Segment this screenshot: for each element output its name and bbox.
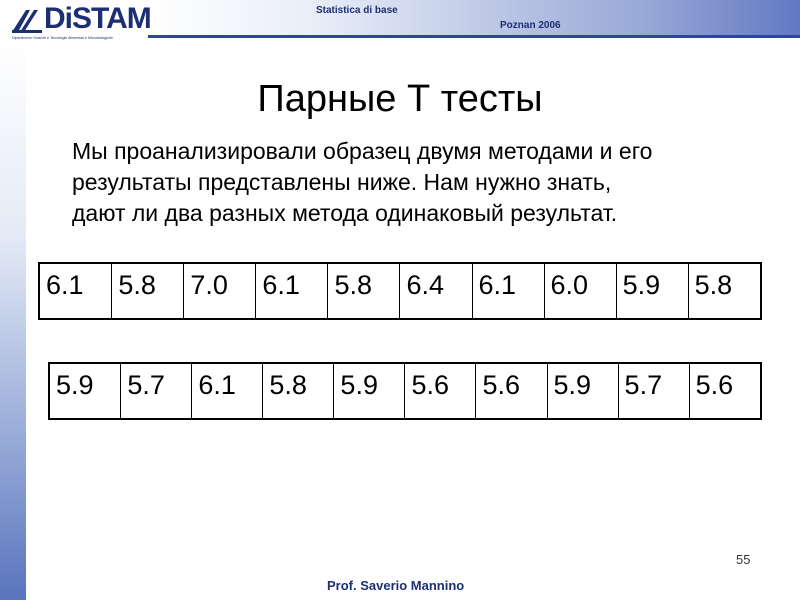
method-2-results-table xyxy=(48,362,762,420)
table-cell: 5.6 xyxy=(476,363,547,419)
footer-author: Prof. Saverio Mannino xyxy=(327,578,465,593)
logo-mark-icon xyxy=(10,6,44,34)
table-cell: 6.1 xyxy=(256,263,328,319)
table-cell: 5.8 xyxy=(112,263,184,319)
page-number: 55 xyxy=(736,552,751,567)
table-cell: 6.0 xyxy=(544,263,616,319)
table-cell: 6.1 xyxy=(472,263,544,319)
slide-body-text xyxy=(72,136,772,229)
table-cell: 5.9 xyxy=(616,263,688,319)
course-place-date: Poznan 2006 xyxy=(500,20,561,31)
table-cell: 5.6 xyxy=(689,363,761,419)
table-cell: 5.9 xyxy=(49,363,121,419)
table-cell: 6.1 xyxy=(192,363,263,419)
table-cell: 5.8 xyxy=(688,263,761,319)
body-line: результаты представлены ниже. Нам нужно знать, xyxy=(72,169,612,195)
body-line: дают ли два разных метода одинаковый результат. xyxy=(72,200,618,226)
course-title: Statistica di base xyxy=(316,5,398,16)
table-cell: 5.8 xyxy=(328,263,400,319)
header-band xyxy=(148,0,800,35)
table-cell: 5.9 xyxy=(547,363,618,419)
table-cell: 5.7 xyxy=(121,363,192,419)
table-cell: 5.6 xyxy=(405,363,476,419)
body-line: Мы проанализировали образец двумя методами и его xyxy=(72,138,653,164)
slide-title xyxy=(0,78,800,121)
table-cell: 5.8 xyxy=(263,363,334,419)
table-cell: 5.7 xyxy=(618,363,689,419)
header-divider xyxy=(148,35,800,38)
table-cell: 7.0 xyxy=(184,263,256,319)
slide-title-text: Парные Т тесты xyxy=(257,78,543,120)
logo-subtitle: Dipartimento Scienze e Tecnologie Alimentari e Microbiologiche xyxy=(12,36,114,40)
table-cell: 6.1 xyxy=(39,263,112,319)
distam-logo xyxy=(8,2,151,42)
table-cell: 6.4 xyxy=(400,263,472,319)
logo-text: DiSTAM xyxy=(44,2,151,35)
table-cell: 5.9 xyxy=(334,363,405,419)
table-row xyxy=(39,263,761,319)
table-row xyxy=(49,363,761,419)
method-1-results-table xyxy=(38,262,762,320)
left-decorative-bar xyxy=(0,40,26,600)
